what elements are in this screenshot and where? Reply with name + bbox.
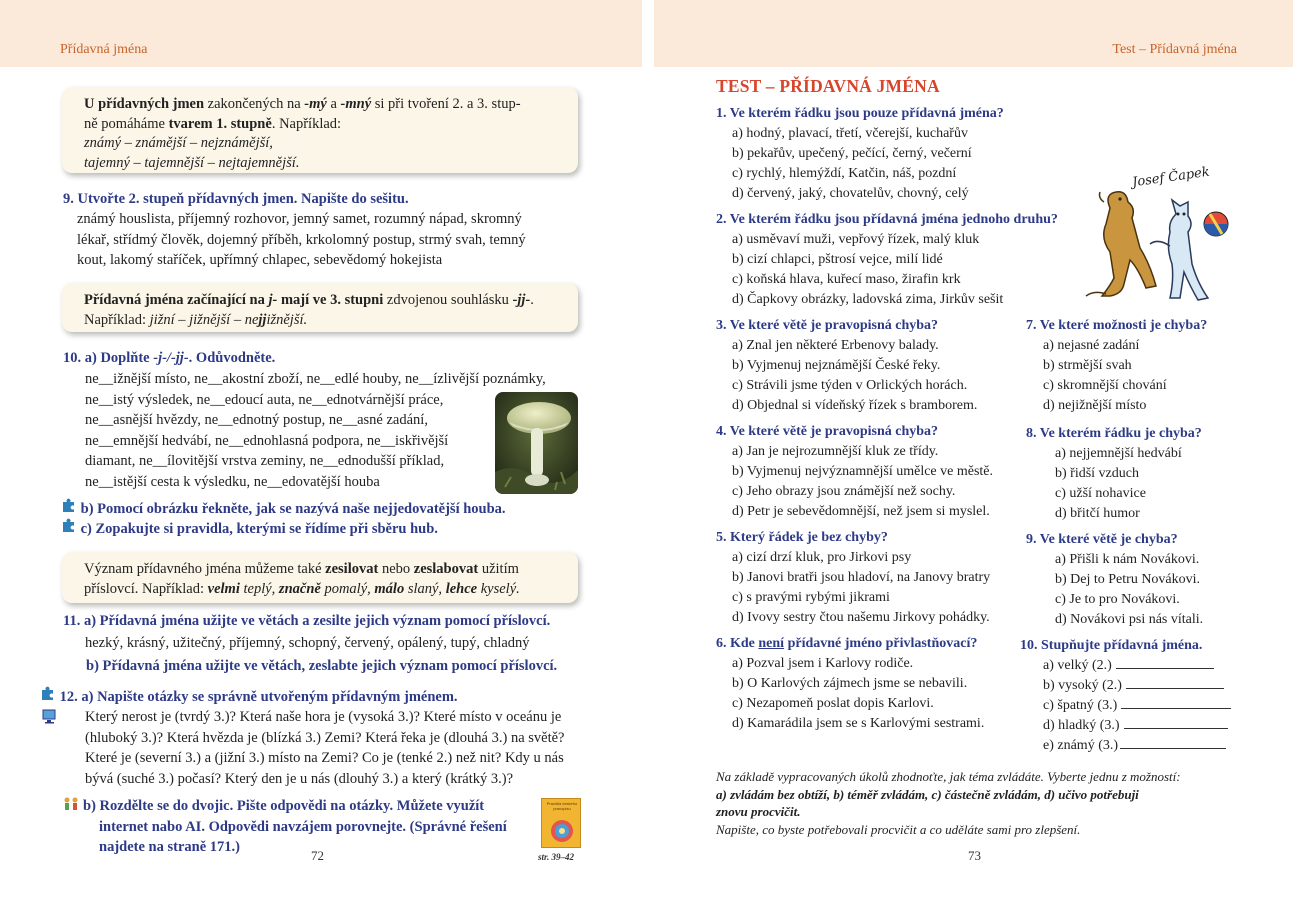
option-text: d) Kamarádila jsem se s Karlovými sestrami. xyxy=(732,716,985,731)
rule-example: tajemný – tajemnější – nejtajemnější. xyxy=(84,154,300,171)
exercise-line: ne__asnější hvězdy, ne__ednotný postup, ne__asné zadání, xyxy=(85,412,428,428)
exercise-line: lékař, střídmý člověk, dojemný příběh, krkolomný postup, strmý svah, temný xyxy=(77,231,526,248)
rule-text: -mý xyxy=(304,96,327,112)
exercise-line: Které je (severní 3.) a (jižní 3.) místo na Zemi? Co je (tenké 2.) než nit? Kdy u nás xyxy=(85,750,564,766)
option-text: c) skromnější chování xyxy=(1043,378,1167,393)
question-5-title: 5. Který řádek je bez chyby? xyxy=(716,530,888,545)
page-gutter xyxy=(642,0,654,913)
puzzle-icon xyxy=(62,518,77,533)
exercise-10-b xyxy=(62,498,506,520)
book-reference: str. 39–42 xyxy=(538,852,575,862)
book-cover-icon xyxy=(542,799,582,849)
option-text: a) nejasné zadání xyxy=(1043,338,1140,353)
option-text: b) Janovi bratři jsou hladoví, na Janovy bratry xyxy=(732,570,991,585)
option-text: a) Pozval jsem i Karlovy rodiče. xyxy=(732,656,914,671)
option-text: a) hodný, plavací, třetí, včerejší, kuchařův xyxy=(732,126,968,141)
dog-and-cat-icon xyxy=(1080,168,1240,310)
option-text: c) Je to pro Novákovi. xyxy=(1055,592,1180,607)
option-text: b) vysoký (2.) xyxy=(1043,678,1122,693)
computer-icon xyxy=(42,708,58,729)
option-text: c) rychlý, hlemýždí, Katčin, náš, pozdní xyxy=(732,166,957,181)
rule-box-mn xyxy=(62,87,578,173)
exercise-line: internet nabo AI. Odpovědi navzájem porovnejte. (Správné řešení xyxy=(99,818,507,835)
exercise-line: b) Rozdělte se do dvojic. Pište odpovědi na otázky. Můžete využít xyxy=(83,798,485,814)
rule-text: příslovcí. Například: xyxy=(84,580,208,597)
evaluation-text: Na základě vypracovaných úkolů zhodnoťte, jak téma zvládáte. Vyberte jednu z možností: xyxy=(716,769,1181,784)
question-1-options xyxy=(732,124,972,204)
rule-text: zeslabovat xyxy=(413,561,479,577)
pair-work-icon xyxy=(62,797,80,818)
option-text: d) červený, jaký, chovatelův, chovný, celý xyxy=(732,186,969,201)
rule-text: zdvojenou souhlásku xyxy=(383,292,513,308)
rule-example: známý – známější – nejznámější, xyxy=(84,135,273,151)
exercise-title-text: 10. a) Doplňte xyxy=(63,350,154,366)
option-text: a) velký (2.) xyxy=(1043,658,1112,673)
option-text: a) cizí drzí kluk, pro Jirkovi psy xyxy=(732,550,912,565)
question-5-options xyxy=(732,548,990,628)
rule-example: slaný, xyxy=(404,580,446,597)
option-text: a) Přišli k nám Novákovi. xyxy=(1055,552,1200,567)
illustration-signature: Josef Čapek xyxy=(1131,164,1211,191)
exercise-title-text: . Odůvodněte. xyxy=(188,350,276,366)
puzzle-icon xyxy=(62,498,77,513)
rule-text: -mný xyxy=(340,96,372,112)
option-text: c) Nezapomeň poslat dopis Karlovi. xyxy=(732,696,934,711)
rule-text: . Například: xyxy=(271,115,342,132)
exercise-10-title xyxy=(63,348,275,369)
exercise-title-text: -j-/-jj- xyxy=(153,350,189,366)
rule-text: Význam přídavného jména můžeme také xyxy=(84,561,326,577)
rule-text: Například: xyxy=(84,311,150,328)
question-4-options xyxy=(732,442,993,522)
exercise-text: 12. a) Napište otázky se správně utvořeným přídavným jménem. xyxy=(59,689,458,705)
exercise-line: ne__istý výsledek, ne__edoucí auta, ne__ednotvárnější práce, xyxy=(85,391,444,408)
option-text: b) Vyjmenuj nejvýznamnější umělce ve městě. xyxy=(732,464,994,479)
mushroom-image xyxy=(495,392,578,494)
exercise-line: bývá (suché 3.) počasí? Který den je u nás (dlouhý 3.) a který (krátký 3.)? xyxy=(85,770,514,787)
exercise-9-body xyxy=(77,209,579,271)
option-text: d) Objednal si vídeňský řízek s bramborem. xyxy=(732,398,978,413)
rule-text: a xyxy=(326,96,341,112)
exercise-line: (hluboký 3.)? Která hvězda je (blízká 3.) Zemi? Která řeka je (dlouhá 3.) na světě? xyxy=(85,729,565,746)
rule-box-adverbs xyxy=(62,552,578,603)
exercise-line: ne__ižnější místo, ne__akostní zboží, ne__edlé houby, ne__ízlivější poznámky, xyxy=(85,371,546,387)
exercise-12-body xyxy=(85,707,565,789)
running-head-left: Přídavná jména xyxy=(60,42,148,57)
option-text: a) nejjemnější hedvábí xyxy=(1055,446,1182,461)
exercise-12-b xyxy=(83,796,523,858)
evaluation-text: Napište, co byste potřebovali procvičit a co uděláte sami pro zlepšení. xyxy=(716,821,1081,837)
option-text: d) břitčí humor xyxy=(1055,506,1140,521)
rule-text: nebo xyxy=(378,561,414,577)
question-3-options xyxy=(732,336,977,416)
answer-blank[interactable] xyxy=(1120,736,1226,749)
rule-text: . xyxy=(530,292,534,308)
option-text: d) nejižnější místo xyxy=(1043,398,1147,413)
option-text: d) Novákovi psi nás vítali. xyxy=(1055,612,1204,627)
rule-example: lehce xyxy=(445,580,478,597)
evaluation-options: a) zvládám bez obtíží, b) téměř zvládám, c) částečně zvládám, d) učivo potřebuji xyxy=(716,786,1139,802)
exercise-9-title: 9. Utvořte 2. stupeň přídavných jmen. Napište do sešitu. xyxy=(63,191,409,207)
question-10-title: 10. Stupňujte přídavná jména. xyxy=(1020,638,1203,653)
question-9-title: 9. Ve které větě je chyba? xyxy=(1026,532,1178,547)
exercise-text: b) Pomocí obrázku řekněte, jak se nazývá naše nejjedovatější houba. xyxy=(80,501,506,517)
left-page xyxy=(0,0,642,913)
option-text: b) pekařův, upečený, pečící, černý, večerní xyxy=(732,146,972,161)
puzzle-icon xyxy=(41,686,56,701)
rule-text: zesilovat xyxy=(325,561,379,577)
option-text: b) řidší vzduch xyxy=(1055,466,1139,481)
exercise-11-line: hezký, krásný, užitečný, příjemný, schopný, červený, opálený, tupý, chladný xyxy=(85,635,530,651)
book-title: Pravidla českého pravopisu xyxy=(546,801,578,811)
test-title: TEST – PŘÍDAVNÁ JMÉNA xyxy=(716,76,940,96)
answer-blank[interactable] xyxy=(1126,676,1224,689)
option-text: d) Ivovy sestry čtou našemu Jirkovy pohádky. xyxy=(732,610,990,625)
exercise-10-body xyxy=(85,369,546,492)
exercise-line: ne__emnější hedvábí, ne__ednohlasná podpora, ne__iskřivější xyxy=(85,432,449,449)
exercise-line: kout, lakomý staříček, upřímný chlapec, sebevědomý hokejista xyxy=(77,252,443,268)
rule-text: Přídavná jména začínající na xyxy=(84,292,269,308)
rule-text: mají ve 3. stupni xyxy=(277,292,384,308)
rule-text: ně pomáháme xyxy=(84,115,169,132)
option-text: d) Petr je sebevědomnější, než jsem si myslel. xyxy=(732,504,990,519)
right-page xyxy=(654,0,1293,913)
question-title-emphasis: není xyxy=(758,636,785,651)
running-head-right: Test – Přídavná jména xyxy=(1112,42,1237,57)
exercise-text: c) Zopakujte si pravidla, kterými se řídíme při sběru hub. xyxy=(80,521,438,537)
question-8-title: 8. Ve kterém řádku je chyba? xyxy=(1026,426,1202,441)
question-title-text: přídavné jméno přivlastňovací? xyxy=(784,636,978,651)
question-10-options xyxy=(1043,656,1231,756)
option-text: a) Znal jen některé Erbenovy balady. xyxy=(732,338,939,353)
evaluation-options: znovu procvičit. xyxy=(716,804,801,819)
option-text: b) Dej to Petru Novákovi. xyxy=(1055,572,1201,587)
death-cap-mushroom-icon xyxy=(495,392,578,494)
exercise-line: diamant, ne__ílovitější vrstva zeminy, ne__ednodušší příklad, xyxy=(85,453,445,469)
option-text: d) Čapkovy obrázky, ladovská zima, Jirkův sešit xyxy=(732,292,1004,307)
rule-text: j- xyxy=(268,292,278,308)
book-cover-image xyxy=(541,798,581,848)
rule-text: si při tvoření 2. a 3. stup- xyxy=(371,96,521,112)
page-number-left: 72 xyxy=(311,848,324,863)
option-text: c) Jeho obrazy jsou známější než sochy. xyxy=(732,484,956,499)
exercise-10-c xyxy=(62,518,438,540)
rule-example: kyselý. xyxy=(477,580,520,597)
question-7-options xyxy=(1043,336,1167,416)
option-text: e) známý (3.) xyxy=(1043,738,1119,753)
rule-example: málo xyxy=(374,580,405,597)
question-9-options xyxy=(1055,550,1203,630)
question-1-title: 1. Ve kterém řádku jsou pouze přídavná jména? xyxy=(716,106,1004,121)
rule-example: pomalý, xyxy=(320,580,375,597)
rule-text: zakončených na xyxy=(204,96,305,112)
question-8-options xyxy=(1055,444,1182,524)
option-text: a) usměvaví muži, vepřový řízek, malý kluk xyxy=(732,232,980,247)
option-text: b) cizí chlapci, pštrosí vejce, milí lidé xyxy=(732,252,943,267)
rule-example: ižnější. xyxy=(266,311,308,328)
option-text: c) špatný (3.) xyxy=(1043,698,1118,713)
question-4-title: 4. Ve které větě je pravopisná chyba? xyxy=(716,424,939,439)
exercise-12-a xyxy=(41,686,458,708)
question-6-options xyxy=(732,654,984,734)
question-6-title xyxy=(716,634,977,654)
rule-box-jj xyxy=(62,283,578,332)
exercise-line: Který nerost je (tvrdý 3.)? Která naše hora je (vysoká 3.)? Které místo v oceánu je xyxy=(85,709,562,725)
question-2-options xyxy=(732,230,1003,310)
question-title-text: 6. Kde xyxy=(716,636,759,651)
question-3-title: 3. Ve které větě je pravopisná chyba? xyxy=(716,318,939,333)
answer-blank[interactable] xyxy=(1121,696,1231,709)
rule-text: užitím xyxy=(478,561,519,577)
exercise-line: najdete na straně 171.) xyxy=(99,839,240,855)
option-text: c) koňská hlava, kuřecí maso, žirafin krk xyxy=(732,272,961,287)
option-text: c) s pravými rybými jikrami xyxy=(732,590,890,605)
option-text: b) strmější svah xyxy=(1043,358,1132,373)
option-text: c) Strávili jsme týden v Orlických horách. xyxy=(732,378,968,393)
rule-text: -jj- xyxy=(512,292,531,308)
answer-blank[interactable] xyxy=(1124,716,1228,729)
rule-example: značně xyxy=(278,580,321,597)
exercise-line: ne__istější cesta k výsledku, ne__edovatější houba xyxy=(85,473,380,490)
exercise-line: známý houslista, příjemný rozhovor, jemný samet, rozumný nápad, skromný xyxy=(77,211,522,227)
capek-illustration xyxy=(1080,164,1240,310)
exercise-11-a: 11. a) Přídavná jména užijte ve větách a zesilte jejich význam pomocí příslovcí. xyxy=(63,613,551,629)
rule-example: velmi xyxy=(207,580,240,597)
self-evaluation xyxy=(716,768,1236,838)
option-text: c) užší nohavice xyxy=(1055,486,1146,501)
rule-example: jižní – jižnější – ne xyxy=(149,311,259,328)
answer-blank[interactable] xyxy=(1116,656,1214,669)
rule-example: teplý, xyxy=(239,580,279,597)
rule-text: U přídavných jmen xyxy=(84,96,205,112)
question-7-title: 7. Ve které možnosti je chyba? xyxy=(1026,318,1208,333)
page-number-right: 73 xyxy=(968,848,981,863)
option-text: b) O Karlových zájmech jsme se nebavili. xyxy=(732,676,968,691)
exercise-11-b: b) Přídavná jména užijte ve větách, zeslabte jejich význam pomocí příslovcí. xyxy=(86,658,558,674)
rule-example: jj xyxy=(258,311,267,328)
option-text: a) Jan je nejrozumnější kluk ze třídy. xyxy=(732,444,939,459)
question-2-title: 2. Ve kterém řádku jsou přídavná jména jednoho druhu? xyxy=(716,212,1058,227)
option-text: b) Vyjmenuj nejznámější České řeky. xyxy=(732,358,941,373)
rule-text: tvarem 1. stupně xyxy=(168,115,272,132)
option-text: d) hladký (3.) xyxy=(1043,718,1120,733)
